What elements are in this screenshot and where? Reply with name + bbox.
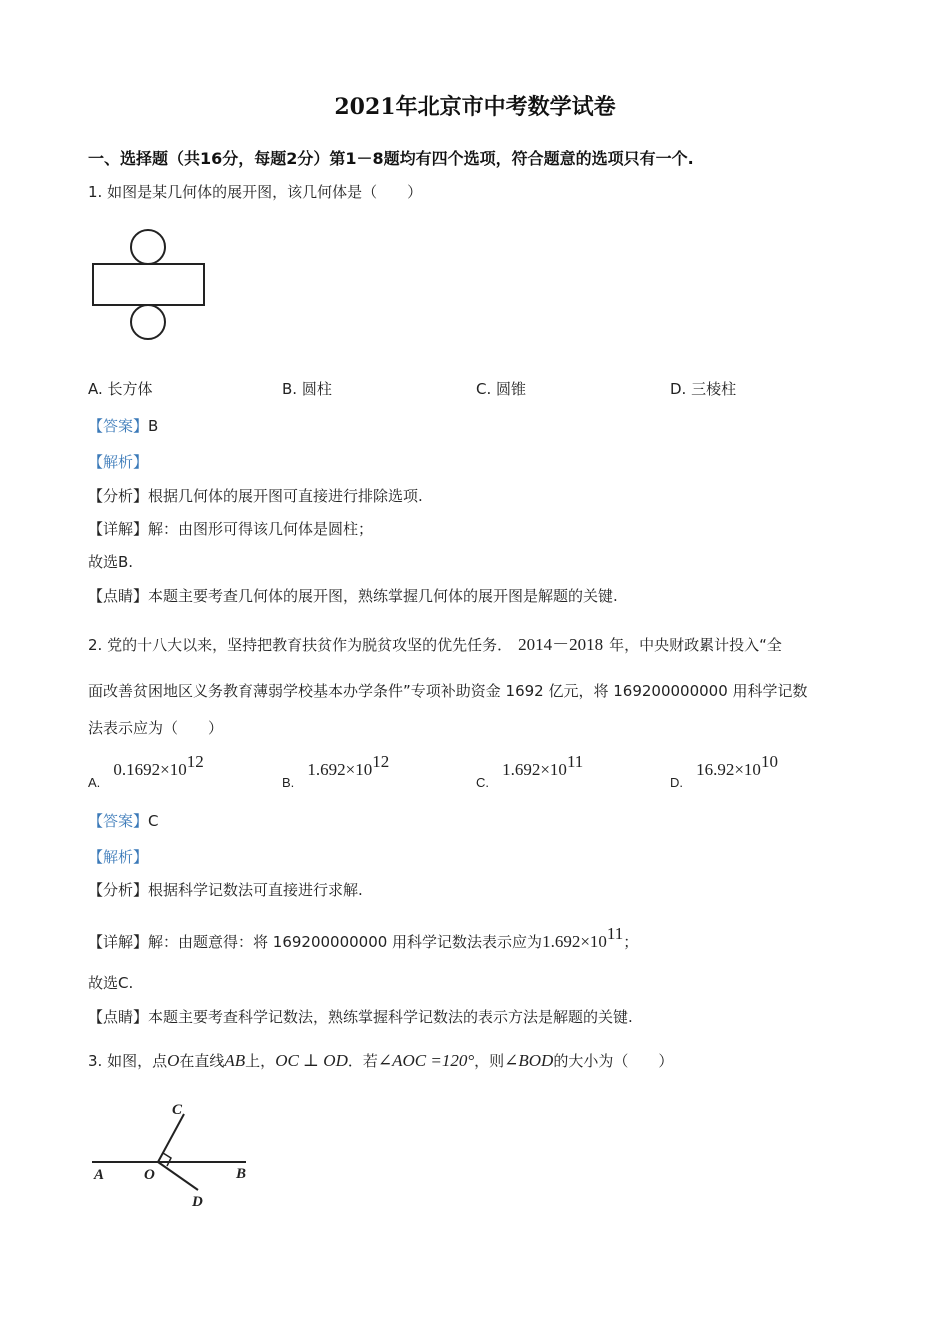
q1-answer	[88, 415, 158, 436]
q1-fenxi: 【分析】根据几何体的展开图可直接进行排除选项.	[88, 487, 423, 505]
label-b: B	[236, 1166, 247, 1182]
q1-guxuan: 故选B.	[88, 553, 134, 571]
q1-stem: 1. 如图是某几何体的展开图，该几何体是（ ）	[88, 183, 423, 201]
q2-years: 2014－2018	[518, 635, 604, 654]
q2-stem-line1	[88, 630, 782, 655]
xiangjie-end: ；	[623, 933, 639, 951]
q3-part1: 3. 如图，点	[88, 1052, 168, 1070]
q2-stem-line3: 法表示应为（ ）	[88, 719, 224, 737]
ray-od	[158, 1162, 198, 1190]
option-letter: B.	[282, 775, 295, 790]
option-letter: D.	[670, 775, 683, 790]
q3-angle-bod: ∠BOD	[504, 1051, 554, 1070]
q3-angle-figure	[88, 1098, 263, 1213]
q3-line-ab: AB	[224, 1051, 246, 1070]
q3-perpendicular: OC ⊥ OD	[275, 1051, 348, 1070]
option-letter: C.	[476, 775, 489, 790]
right-angle-mark	[163, 1153, 171, 1166]
q1-analysis-tag: 【解析】	[88, 453, 149, 471]
q2-xiangjie	[88, 924, 638, 952]
q2-option-b	[282, 752, 390, 790]
label-d: D	[192, 1194, 203, 1210]
q1-option-a: A. 长方体	[88, 380, 153, 398]
xiangjie-mantissa: 1.692×10	[542, 932, 607, 951]
section-heading: 一、选择题（共16分，每题2分）第1－8题均有四个选项，符合题意的选项只有一个.	[88, 149, 694, 168]
q1-option-d: D. 三棱柱	[670, 380, 737, 398]
label-a: A	[94, 1167, 105, 1183]
q2-fenxi: 【分析】根据科学记数法可直接进行求解.	[88, 881, 363, 899]
q3-point-o: O	[167, 1051, 180, 1070]
q2-guxuan: 故选C.	[88, 974, 134, 992]
q3-part5: ，则	[474, 1052, 505, 1070]
answer-value: C	[148, 812, 159, 830]
ray-oc	[158, 1114, 184, 1162]
option-exponent: 10	[760, 752, 778, 771]
top-circle	[131, 230, 165, 264]
xiangjie-exponent: 11	[606, 924, 624, 943]
q3-part2: 在直线	[179, 1052, 225, 1070]
q2-option-c	[476, 752, 584, 790]
q3-stem	[88, 1050, 673, 1071]
option-mantissa: 16.92×10	[696, 760, 761, 779]
q2-analysis-tag: 【解析】	[88, 848, 149, 866]
q1-xiangjie: 【详解】解：由图形可得该几何体是圆柱；	[88, 520, 374, 538]
page-title: 2021年北京市中考数学试卷	[334, 94, 616, 120]
xiangjie-text: 【详解】解：由题意得：将 169200000000 用科学记数法表示应为	[88, 933, 543, 951]
option-exponent: 12	[372, 752, 390, 771]
q2-dianjing: 【点睛】本题主要考查科学记数法，熟练掌握科学记数法的表示方法是解题的关键.	[88, 1008, 633, 1026]
q2-stem-part-b: 年，中央财政累计投入“全	[609, 636, 782, 654]
q3-part3: 上，	[245, 1052, 276, 1070]
answer-tag: 【答案】	[88, 812, 149, 830]
answer-value: B	[148, 417, 159, 435]
q2-option-a	[88, 752, 204, 790]
label-c: C	[172, 1102, 183, 1118]
q2-stem-line2: 面改善贫困地区义务教育薄弱学校基本办学条件”专项补助资金 1692 亿元，将 169200000000 用科学记数	[88, 682, 808, 700]
option-letter: A.	[88, 775, 101, 790]
q1-option-c: C. 圆锥	[476, 380, 527, 398]
option-exponent: 12	[186, 752, 204, 771]
q3-part4: ．若	[347, 1052, 378, 1070]
bottom-circle	[131, 305, 165, 339]
q1-net-figure	[88, 225, 213, 350]
option-mantissa: 0.1692×10	[113, 760, 187, 779]
option-exponent: 11	[566, 752, 584, 771]
q2-option-d	[670, 752, 778, 790]
rectangle	[93, 264, 204, 305]
q3-angle-aoc: ∠AOC =120°	[377, 1051, 475, 1070]
label-o: O	[144, 1167, 155, 1183]
q2-stem-part-a: 2. 党的十八大以来，坚持把教育扶贫作为脱贫攻坚的优先任务．	[88, 636, 513, 654]
q2-answer	[88, 810, 159, 831]
option-mantissa: 1.692×10	[307, 760, 373, 779]
q1-option-b: B. 圆柱	[282, 380, 332, 398]
q1-dianjing: 【点睛】本题主要考查几何体的展开图，熟练掌握几何体的展开图是解题的关键.	[88, 587, 618, 605]
q3-part6: 的大小为（ ）	[553, 1052, 674, 1070]
option-mantissa: 1.692×10	[502, 760, 567, 779]
answer-tag: 【答案】	[88, 417, 149, 435]
